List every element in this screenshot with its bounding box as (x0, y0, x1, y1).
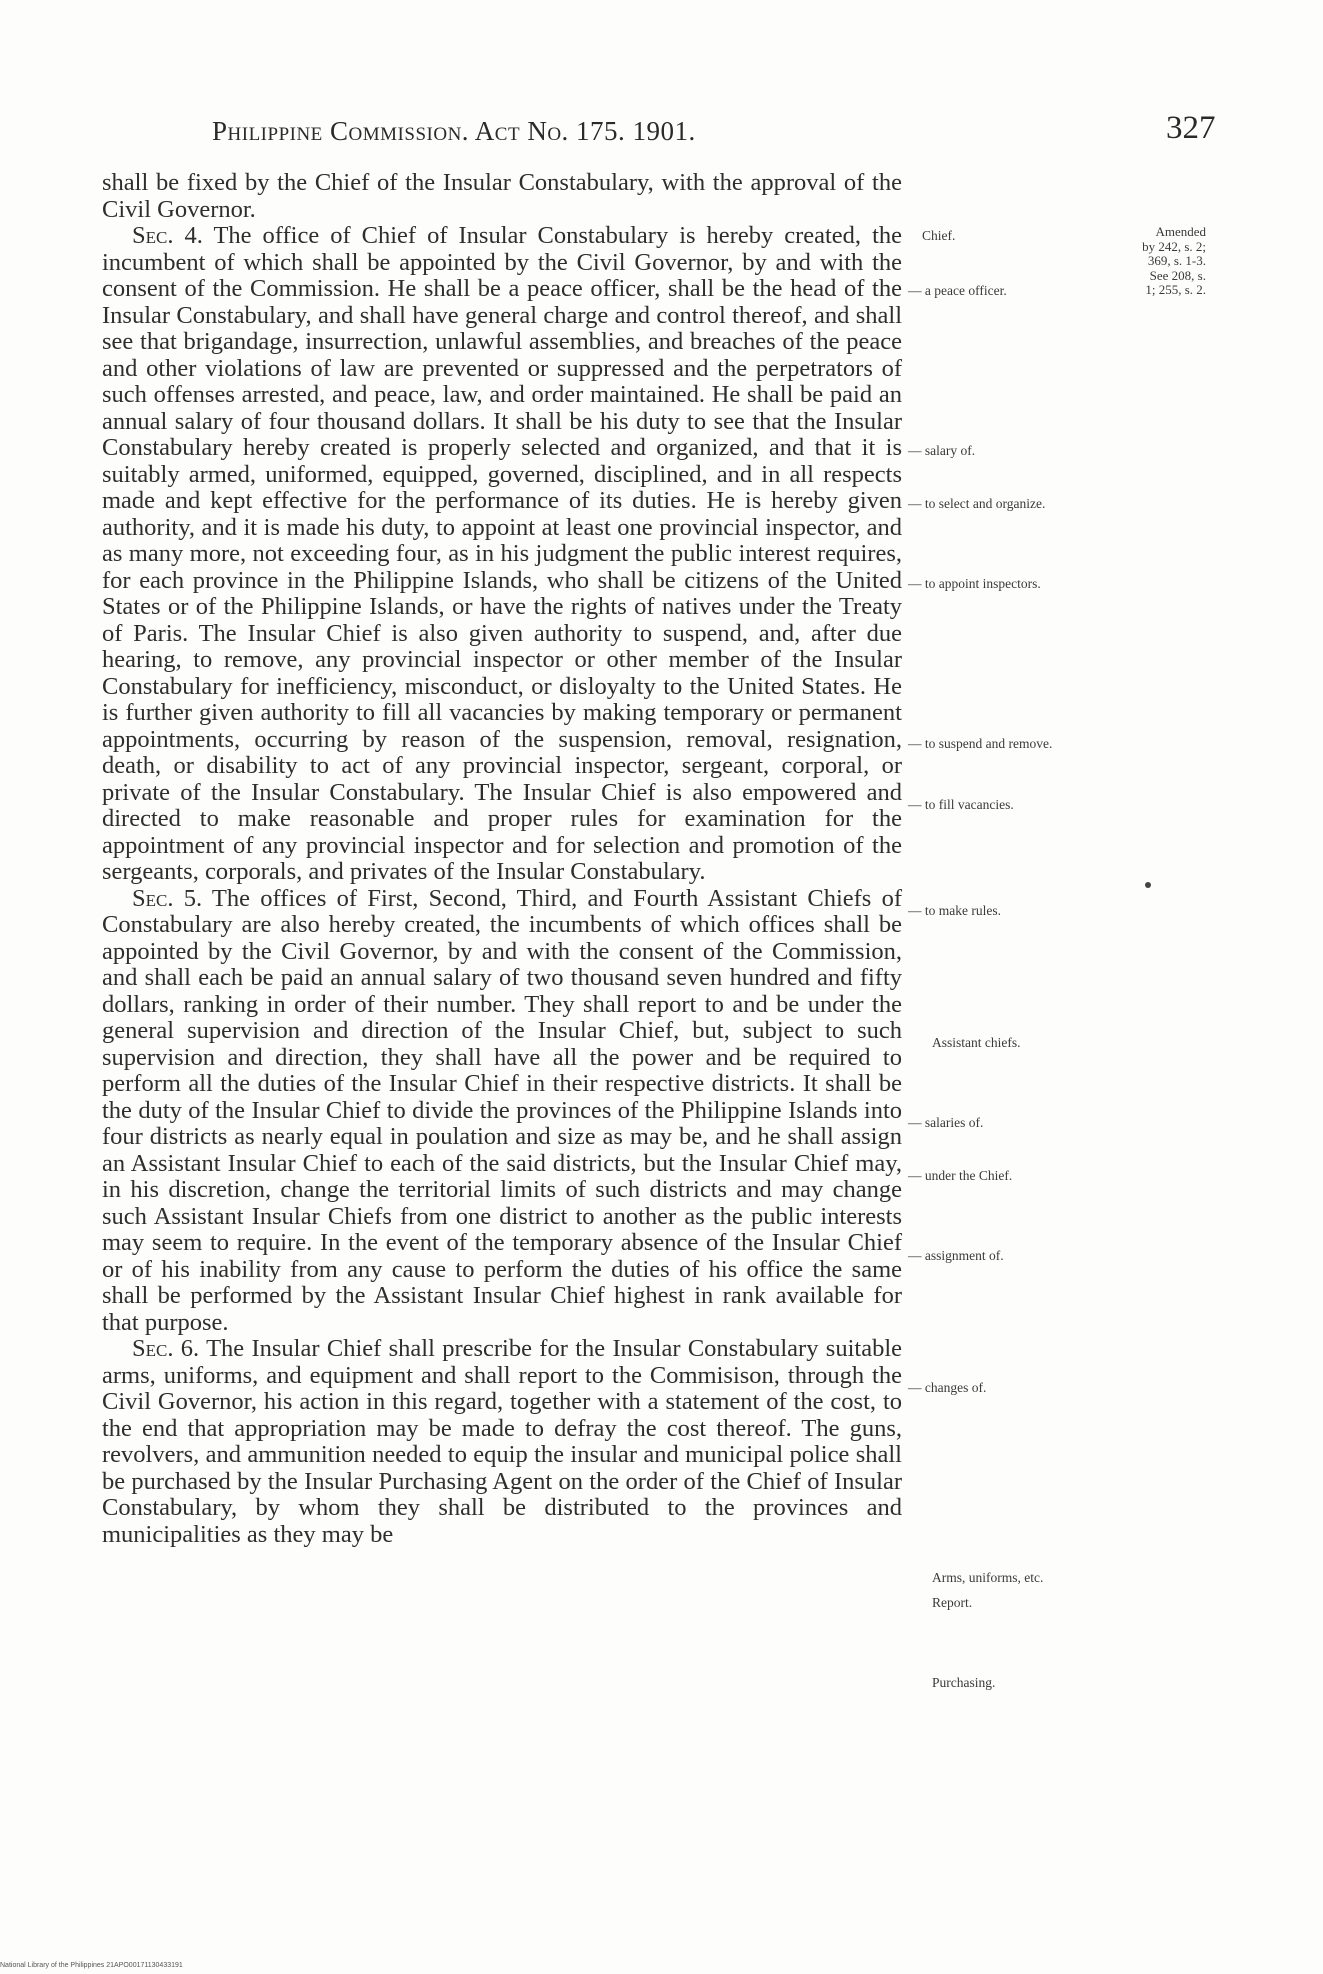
margin-note-suspend-remove: — to suspend and remove. (908, 736, 1053, 751)
margin-note-assignment: — assignment of. (908, 1248, 1004, 1263)
margin-note-changes: — changes of. (908, 1380, 987, 1395)
scan-speck (1145, 882, 1151, 888)
margin-note-salaries: — salaries of. (908, 1115, 984, 1130)
section-label: Sec. 5. (132, 884, 203, 912)
page-number: 327 (1166, 110, 1216, 146)
body-text (102, 170, 902, 1548)
margin-note-report: Report. (932, 1595, 973, 1610)
amendment-line: by 242, s. 2; (1142, 238, 1206, 254)
margin-note-assistant-chiefs: Assistant chiefs. (932, 1035, 1021, 1050)
running-head: Philippine Commission. Act No. 175. 1901. (212, 116, 696, 146)
section-4-paragraph (102, 223, 902, 886)
amendment-line: See 208, s. (1149, 267, 1206, 283)
margin-note-peace-officer: — a peace officer. (908, 283, 1007, 298)
margin-note-purchasing: Purchasing. (932, 1675, 996, 1690)
margin-note-salary: — salary of. (908, 443, 976, 458)
margin-note-under-chief: — under the Chief. (908, 1168, 1013, 1183)
section-4-text: The office of Chief of Insular Constabulary is hereby created, the incumbent of which shall be appointed by the Civil Governor, by and with the consent of the Commission. He shall be a peace officer, shall be the head of the Insular Constabulary, and shall have general charge and control thereof, and shall see that brigandage, insurrection, unlawful assemblies, and breaches of the peace and other violations of law are prevented or suppressed and the perpetrators of such offenses arrested, and peace, law, and order maintained. He shall be paid an annual salary of four thousand dollars. It shall be his duty to see that the Insular Constabulary hereby created is properly selected and organized, and that it is suitably armed, uniformed, equipped, governed, disciplined, and in all respects made and kept effective for the performance of its duties. He is hereby given authority, and it is made his duty, to appoint at least one provincial inspector, and as many more, not exceeding four, as in his judgment the public interest requires, for each province in the Philippine Islands, who shall be citizens of the United States or of the Philippine Islands, or have the rights of natives under the Treaty of Paris. The Insular Chief is also given authority to suspend, and, after due hearing, to remove, any provincial inspector or other member of the Insular Constabulary for inefficiency, misconduct, or disloyalty to the United States. He is further given authority to fill all vacancies by making temporary or permanent appointments, occurring by reason of the suspension, removal, resignation, death, or disability to act of any provincial inspector, sergeant, corporal, or private of the Insular Constabulary. The Insular Chief is also empowered and directed to make reasonable and proper rules for examination for the appointment of any provincial inspector and for selection and promotion of the sergeants, corporals, and privates of the Insular Constabulary. (102, 222, 902, 885)
paragraph-continuation: shall be fixed by the Chief of the Insular Constabulary, with the approval of the Civil Governor. (102, 169, 902, 223)
amendment-line: Amended (1155, 224, 1206, 239)
margin-note-appoint-inspectors: — to appoint inspectors. (908, 576, 1041, 591)
section-5-paragraph (102, 886, 902, 1337)
margin-note-fill-vacancies: — to fill vacancies. (908, 797, 1014, 812)
section-6-text: The Insular Chief shall prescribe for the Insular Constabulary suitable arms, uniforms, and equipment and shall report to the Commisison, through the Civil Governor, his action in this regard, together with a statement of the cost, to the end that appropriation may be made to defray the cost thereof. The guns, revolvers, and ammunition needed to equip the insular and municipal police shall be purchased by the Insular Purchasing Agent on the order of the Chief of Insular Constabulary, by whom they shall be distributed to the provinces and municipalities as they may be (102, 1335, 902, 1548)
margin-note-chief: Chief. (922, 228, 956, 243)
amendment-line: 1; 255, s. 2. (1145, 282, 1206, 297)
margin-note-make-rules: — to make rules. (908, 903, 1001, 918)
amendment-line: 369, s. 1-3. (1147, 253, 1206, 268)
scan-footer: National Library of the Philippines 21APO00171130433191 (0, 1962, 183, 1969)
section-6-paragraph (102, 1336, 902, 1548)
margin-note-select-organize: — to select and organize. (908, 496, 1046, 511)
margin-note-arms-uniforms: Arms, uniforms, etc. (932, 1570, 1044, 1585)
section-5-text: The offices of First, Second, Third, and Fourth Assistant Chiefs of Constabulary are also hereby created, the incumbents of which offices shall be appointed by the Civil Governor, by and with the consent of the Commission, and shall each be paid an annual salary of two thousand seven hundred and fifty dollars, ranking in order of their number. They shall report to and be under the general supervision and direction of the Insular Chief, but, subject to such supervision and direction, they shall have all the power and be required to perform all the duties of the Insular Chief in their respective districts. It shall be the duty of the Insular Chief to divide the provinces of the Philippine Islands into four districts as nearly equal in poulation and size as may be, and he shall assign an Assistant Insular Chief to each of the said districts, but the Insular Chief may, in his discretion, change the territorial limits of such districts and may change such Assistant Insular Chiefs from one district to another as the public interests may seem to require. In the event of the temporary absence of the Insular Chief or of his inability from any cause to perform the duties of his office the same shall be performed by the Assistant Insular Chief highest in rank available for that purpose. (102, 884, 902, 1336)
section-label: Sec. 6. (132, 1335, 200, 1362)
amendment-note (1096, 225, 1206, 298)
section-label: Sec. 4. (132, 222, 203, 249)
